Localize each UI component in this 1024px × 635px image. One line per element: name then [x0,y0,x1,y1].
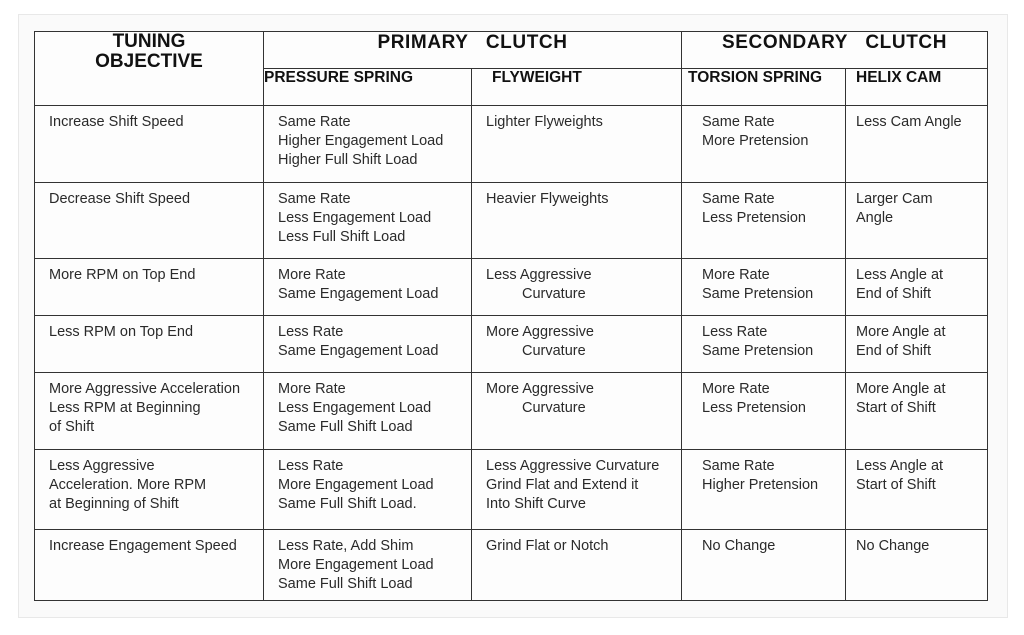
cell-line: Same Rate [278,191,351,207]
cell-line: Less Aggressive [49,458,155,474]
cell-flyweight [472,316,682,373]
cell-line: Same Engagement Load [278,343,439,359]
cell-line: Less Aggressive [486,267,592,283]
cell-helix-cam [846,106,988,183]
cell-pressure-spring [264,530,472,601]
cell-line: Same Full Shift Load [278,419,413,435]
cell-line: More Aggressive Acceleration [49,381,241,397]
cell-line: More Aggressive [486,381,594,397]
cell-line: Same Pretension [702,286,814,302]
cell-line: at Beginning of Shift [49,496,179,512]
cell-line: Start of Shift [856,400,936,416]
cell-flyweight [472,373,682,450]
table-row [35,183,988,259]
table-row [35,373,988,450]
cell-line: Lighter Flyweights [486,114,603,130]
cell-objective [35,450,264,530]
cell-line: Grind Flat or Notch [486,538,609,554]
cell-line: Same Full Shift Load [278,576,413,592]
cell-line: Less Cam Angle [856,114,962,130]
cell-torsion-spring [682,450,846,530]
cell-line: Start of Shift [856,477,936,493]
cell-line: Same Full Shift Load. [278,496,417,512]
cell-line: Less Pretension [702,400,806,416]
header-tuning-objective-line: OBJECTIVE [95,51,203,72]
cell-helix-cam [846,259,988,316]
cell-line: Curvature [522,343,586,359]
cell-line: Same Rate [702,458,775,474]
cell-line: Heavier Flyweights [486,191,609,207]
cell-line: Less Angle at [856,458,944,474]
cell-line: More Pretension [702,133,809,149]
header-tuning-objective [35,32,264,106]
cell-line: Grind Flat and Extend it [486,477,639,493]
header-helix-cam: HELIX CAM [846,69,988,106]
cell-line: Less Angle at [856,267,944,283]
header-secondary-clutch: SECONDARY CLUTCH [682,32,988,69]
cell-line: of Shift [49,419,95,435]
cell-line: Into Shift Curve [486,496,586,512]
header-flyweight: FLYWEIGHT [472,69,682,106]
cell-line: More Angle at [856,381,946,397]
cell-line: Same Rate [702,114,775,130]
table-row [35,530,988,601]
cell-line: Angle [856,210,894,226]
cell-line: End of Shift [856,286,931,302]
group-header-row [35,32,988,69]
cell-torsion-spring [682,183,846,259]
cell-objective [35,530,264,601]
cell-torsion-spring [682,530,846,601]
cell-line: More Rate [702,381,770,397]
cell-line: Higher Full Shift Load [278,152,418,168]
header-pressure-spring: PRESSURE SPRING [264,69,472,106]
cell-torsion-spring [682,259,846,316]
cell-objective [35,259,264,316]
cell-line: Less Full Shift Load [278,229,406,245]
cell-line: Larger Cam [856,191,933,207]
cell-line: Decrease Shift Speed [49,191,191,207]
cell-line: Increase Shift Speed [49,114,184,130]
cell-line: Less RPM at Beginning [49,400,201,416]
clutch-tuning-table [34,31,988,601]
cell-line: Less Rate [278,324,344,340]
cell-pressure-spring [264,183,472,259]
cell-objective [35,373,264,450]
cell-line: More Engagement Load [278,557,434,573]
cell-objective [35,183,264,259]
cell-helix-cam [846,183,988,259]
cell-line: More Rate [278,267,346,283]
cell-torsion-spring [682,373,846,450]
cell-torsion-spring [682,106,846,183]
cell-pressure-spring [264,450,472,530]
cell-line: More Rate [278,381,346,397]
table-row [35,450,988,530]
cell-line: End of Shift [856,343,931,359]
cell-flyweight [472,530,682,601]
cell-line: Same Pretension [702,343,814,359]
cell-helix-cam [846,373,988,450]
cell-line: More Aggressive [486,324,594,340]
cell-flyweight [472,259,682,316]
table-row [35,106,988,183]
cell-flyweight [472,450,682,530]
cell-line: Acceleration. More RPM [49,477,207,493]
cell-line: Curvature [522,400,586,416]
cell-line: More Rate [702,267,770,283]
table-body [35,106,988,601]
cell-line: Higher Pretension [702,477,819,493]
cell-line: More Angle at [856,324,946,340]
cell-pressure-spring [264,316,472,373]
cell-line: Same Engagement Load [278,286,439,302]
cell-line: Same Rate [702,191,775,207]
cell-line: Less Engagement Load [278,400,432,416]
cell-line: Same Rate [278,114,351,130]
cell-torsion-spring [682,316,846,373]
cell-pressure-spring [264,259,472,316]
cell-line: No Change [856,538,930,554]
cell-line: Higher Engagement Load [278,133,444,149]
cell-line: Less Aggressive Curvature [486,458,660,474]
header-torsion-spring: TORSION SPRING [682,69,846,106]
cell-line: Less Pretension [702,210,806,226]
header-tuning-objective-line: TUNING [112,31,186,52]
cell-objective [35,106,264,183]
cell-line: Curvature [522,286,586,302]
cell-flyweight [472,183,682,259]
cell-pressure-spring [264,106,472,183]
cell-line: Less RPM on Top End [49,324,194,340]
cell-line: Less Rate, Add Shim [278,538,414,554]
cell-helix-cam [846,530,988,601]
cell-line: Less Rate [702,324,768,340]
header-primary-clutch: PRIMARY CLUTCH [264,32,682,69]
cell-helix-cam [846,316,988,373]
cell-line: Increase Engagement Speed [49,538,237,554]
cell-helix-cam [846,450,988,530]
cell-line: More RPM on Top End [49,267,196,283]
cell-line: No Change [702,538,776,554]
cell-line: Less Engagement Load [278,210,432,226]
cell-line: More Engagement Load [278,477,434,493]
cell-objective [35,316,264,373]
cell-pressure-spring [264,373,472,450]
table-row [35,259,988,316]
cell-flyweight [472,106,682,183]
table-row [35,316,988,373]
cell-line: Less Rate [278,458,344,474]
